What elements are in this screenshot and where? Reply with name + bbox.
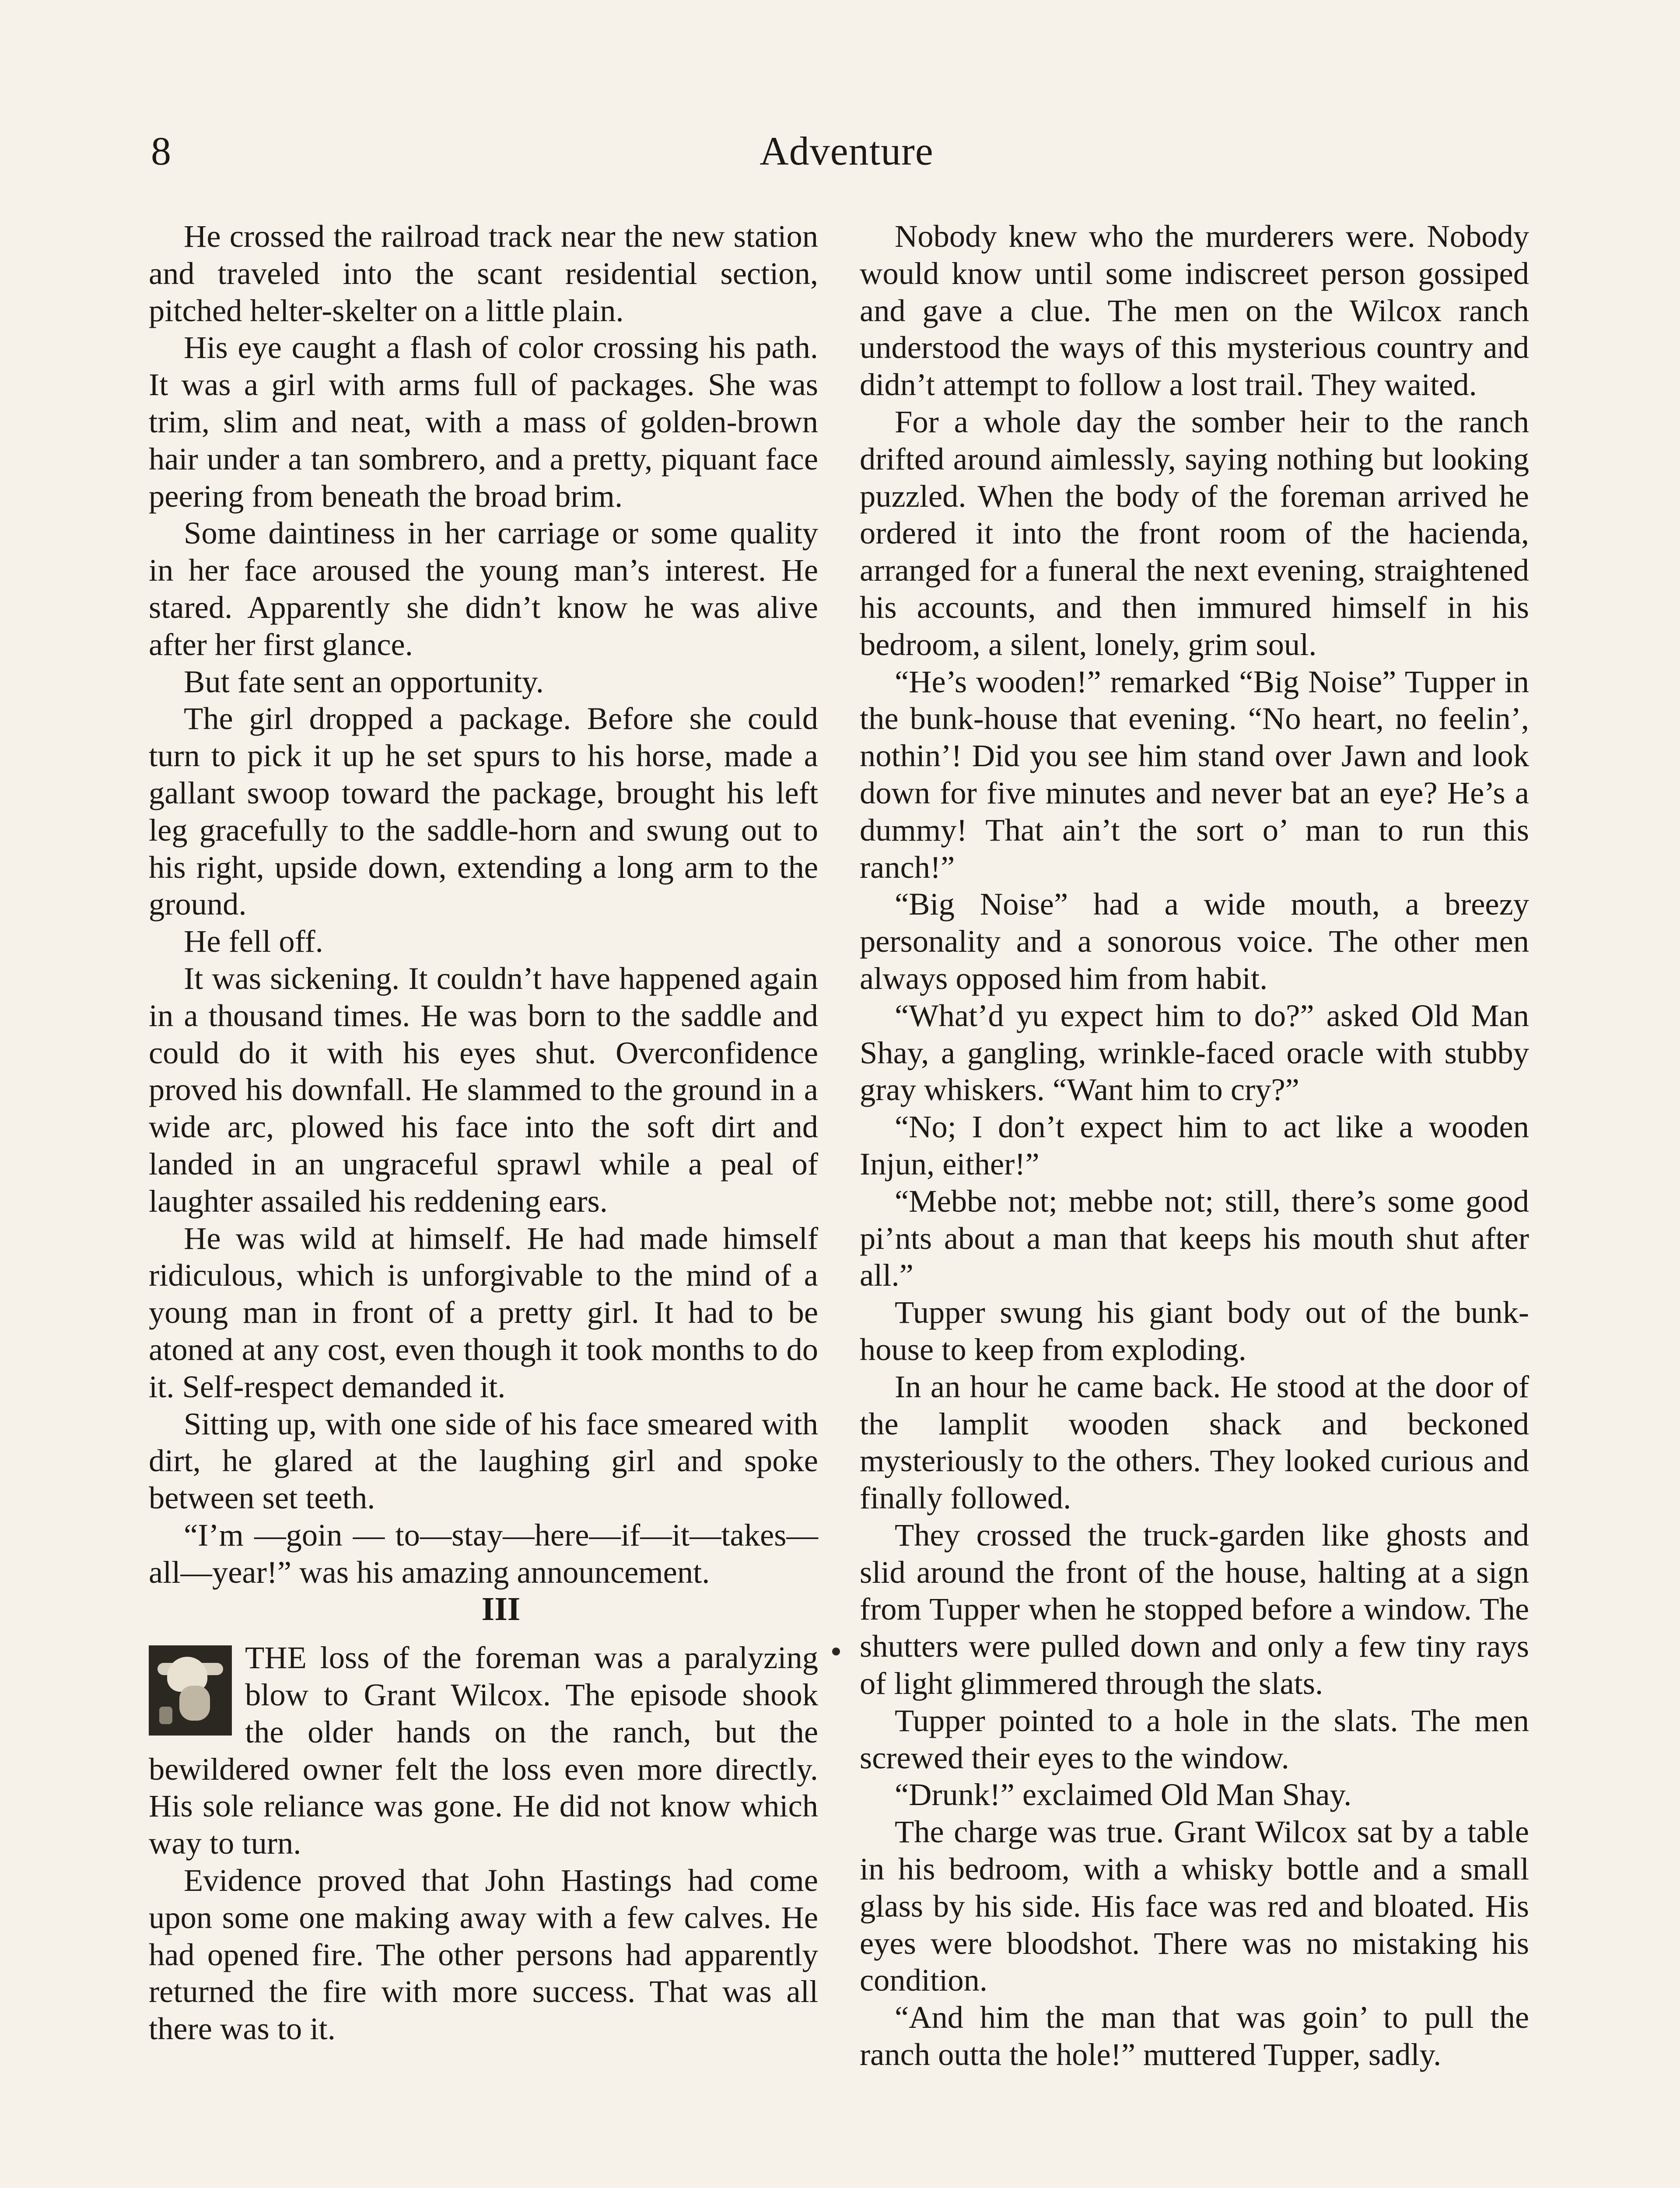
paragraph: “Drunk!” exclaimed Old Man Shay.: [895, 1777, 1352, 1813]
paragraph: “Mebbe not; mebbe not; still, there’s some good pi’nts about a man that keeps his mouth shut after all.”: [860, 1183, 1529, 1293]
paragraph: “I’m —goin — to—stay—here—if—it—takes—all—year!” was his amazing announcement.: [149, 1517, 818, 1590]
page-number: 8: [151, 129, 171, 173]
paragraph: Tupper pointed to a hole in the slats. The men screwed their eyes to the window.: [860, 1702, 1529, 1775]
gutter-dot: [832, 1648, 840, 1655]
paragraph: Nobody knew who the murderers were. Nobody would know until some indiscreet person gossiped and gave a clue. The men on the Wilcox ranch understood the ways of this mysterious country and didn’t attempt to follow a lost trail. They waited.: [860, 218, 1529, 403]
right-column: [860, 218, 1529, 2073]
paragraph: He fell off.: [184, 923, 323, 959]
paragraph: He was wild at himself. He had made himself ridiculous, which is unforgivable to the mind of a young man in front of a pretty girl. It had to be atoned at any cost, even though it took months to do it. Self-respect demanded it.: [149, 1220, 818, 1404]
paragraph: “No; I don’t expect him to act like a wooden Injun, either!”: [860, 1109, 1529, 1182]
paragraph: “Big Noise” had a wide mouth, a breezy personality and a sonorous voice. The other men always opposed him from habit.: [860, 886, 1529, 996]
drop-cap-paragraph: [149, 1639, 818, 1862]
paragraph: In an hour he came back. He stood at the door of the lamplit wooden shack and beckoned mysteriously to the others. They looked curious and finally followed.: [860, 1368, 1529, 1516]
paragraph: The charge was true. Grant Wilcox sat by a table in his bedroom, with a whisky bottle and a small glass by his side. His face was red and bloated. His eyes were bloodshot. There was no mistaking his condition.: [860, 1814, 1529, 1998]
paragraph: His eye caught a flash of color crossing his path. It was a girl with arms full of packages. She was trim, slim and neat, with a mass of golden-brown hair under a tan sombrero, and a pretty, piquant face peering from beneath the broad brim.: [149, 330, 818, 514]
left-column: [149, 218, 818, 2048]
running-title: Adventure: [760, 129, 934, 173]
paragraph: It was sickening. It couldn’t have happened again in a thousand times. He was born to the saddle and could do it with his eyes shut. Overconfidence proved his downfall. He slammed to the ground in a wide arc, plowed his face into the soft dirt and landed in an ungraceful sprawl while a peal of laughter assailed his reddening ears.: [149, 960, 818, 1219]
paragraph: They crossed the truck-garden like ghosts and slid around the front of the house, halting at a sign from Tupper when he stopped before a window. The shutters were pulled down and only a few tiny rays of light glimmered through the slats.: [860, 1517, 1529, 1701]
paragraph: Evidence proved that John Hastings had come upon some one making away with a few calves. He had opened fire. The other persons had apparently returned the fire with more success. That was all there was to it.: [149, 1862, 818, 2047]
paragraph: The girl dropped a package. Before she could turn to pick it up he set spurs to his horse, made a gallant swoop toward the package, brought his left leg gracefully to the saddle-horn and swung out to his right, upside down, extending a long arm to the ground.: [149, 701, 818, 922]
paragraph: Sitting up, with one side of his face smeared with dirt, he glared at the laughing girl and spoke between set teeth.: [149, 1406, 818, 1516]
drop-cap-illustration: [149, 1645, 232, 1736]
paragraph: Tupper swung his giant body out of the bunk-house to keep from exploding.: [860, 1294, 1529, 1367]
section-heading: III: [481, 1591, 521, 1628]
paragraph: For a whole day the somber heir to the ranch drifted around aimlessly, saying nothing but looking puzzled. When the body of the foreman arrived he ordered it into the front room of the hacienda, arranged for a funeral the next evening, straightened his accounts, and then immured himself in his bedroom, a silent, lonely, grim soul.: [860, 403, 1529, 662]
page-header: [151, 123, 1542, 179]
paragraph: Some daintiness in her carriage or some quality in her face aroused the young man’s interest. He stared. Apparently she didn’t know he was alive after her first glance.: [149, 515, 818, 662]
paragraph: But fate sent an opportunity.: [184, 663, 544, 699]
paragraph: “He’s wooden!” remarked “Big Noise” Tupper in the bunk-house that evening. “No heart, no feelin’, nothin’! Did you see him stand over Jawn and look down for five minutes and never bat an eye? He’s a dummy! That ain’t the sort o’ man to run this ranch!”: [860, 663, 1529, 885]
paragraph: “What’d yu expect him to do?” asked Old Man Shay, a gangling, wrinkle-faced oracle with stubby gray whiskers. “Want him to cry?”: [860, 997, 1529, 1108]
drop-cap-text: THE loss of the foreman was a paralyzing blow to Grant Wilcox. The episode shook the older hands on the ranch, but the bewildered owner felt the loss even more directly. His sole reliance was gone. He did not know which way to turn.: [149, 1640, 818, 1861]
paragraph: “And him the man that was goin’ to pull the ranch outta the hole!” muttered Tupper, sadly.: [860, 1999, 1529, 2072]
paragraph: He crossed the railroad track near the new station and traveled into the scant residential section, pitched helter-skelter on a little plain.: [149, 218, 818, 328]
